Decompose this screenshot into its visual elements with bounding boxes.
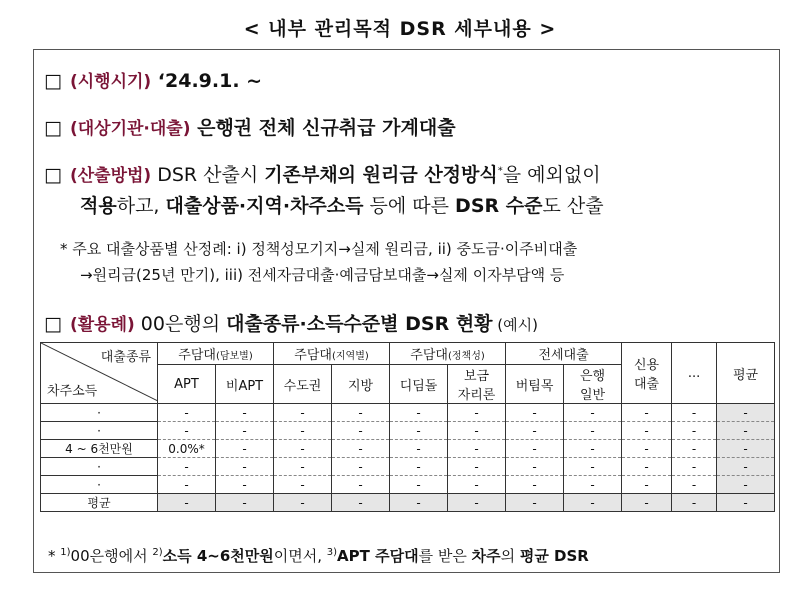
table-cell: - [672, 458, 717, 476]
sub-column-header: 보금 자리론 [448, 365, 506, 404]
table-cell: - [390, 404, 448, 422]
item-text-bold: 기존부채의 원리금 산정방식 [264, 164, 498, 186]
table-cell: - [564, 404, 622, 422]
table-row [41, 458, 775, 476]
table-cell: - [332, 422, 390, 440]
table-cell: - [448, 476, 506, 494]
table-cell: - [158, 422, 216, 440]
table-cell: - [622, 440, 672, 458]
table-cell: - [622, 422, 672, 440]
table-cell: - [274, 476, 332, 494]
table-cell: - [622, 476, 672, 494]
table-cell: - [274, 440, 332, 458]
row-label: 평균 [41, 494, 158, 512]
page-title: < 내부 관리목적 DSR 세부내용 > [243, 18, 557, 40]
table-row [41, 440, 775, 458]
table-cell: - [158, 494, 216, 512]
checkbox-icon: □ [44, 313, 62, 335]
table-cell: - [506, 404, 564, 422]
table-cell: - [672, 494, 717, 512]
item-method-line2 [80, 191, 604, 218]
table-cell: - [672, 440, 717, 458]
dsr-table [40, 342, 775, 512]
table-cell: - [274, 404, 332, 422]
row-label: · [41, 458, 158, 476]
checkbox-icon: □ [44, 164, 62, 186]
table-cell: - [672, 404, 717, 422]
table-cell: - [448, 422, 506, 440]
item-text: DSR 산출시 [151, 164, 265, 186]
average-row [41, 494, 775, 512]
row-label: · [41, 476, 158, 494]
table-cell: - [390, 476, 448, 494]
table-cell: - [448, 494, 506, 512]
note-line-2: →원리금(25년 만기), iii) 전세자금대출·예금담보대출→실제 이자부담액 등 [80, 266, 565, 284]
group-header: 주담대(담보별) [158, 343, 274, 365]
table-cell: - [448, 458, 506, 476]
sub-column-header: APT [158, 365, 216, 404]
table-cell: - [672, 422, 717, 440]
item-text: 은행권 전체 신규취급 가계대출 [190, 117, 456, 139]
ellipsis-header: ... [672, 343, 717, 404]
table-cell: - [332, 476, 390, 494]
table-cell: - [332, 458, 390, 476]
item-label: (시행시기) [69, 72, 152, 92]
table-cell: - [564, 422, 622, 440]
table-row [41, 404, 775, 422]
sub-column-header: 디딤돌 [390, 365, 448, 404]
table-cell: - [622, 404, 672, 422]
table-cell: - [216, 422, 274, 440]
item-method [44, 160, 601, 187]
table-cell: - [332, 404, 390, 422]
table-cell: - [622, 494, 672, 512]
table-cell: - [506, 458, 564, 476]
table-cell: - [332, 440, 390, 458]
average-column-header: 평균 [717, 343, 775, 404]
footnote: * $^{1)}$00은행에서 $^{2)}$소득 4~6천만원이면서, $^{3)}$APT 주담대를 받은 차주의 평균 DSR [48, 547, 589, 565]
sub-column-header: 비APT [216, 365, 274, 404]
table-cell: - [390, 494, 448, 512]
item-text-bold: 대출상품·지역·차주소득 [165, 195, 364, 217]
table-cell: - [216, 440, 274, 458]
table-cell: - [390, 440, 448, 458]
table-cell: - [158, 458, 216, 476]
table-cell: - [274, 422, 332, 440]
table-cell: - [564, 458, 622, 476]
table-cell: - [158, 476, 216, 494]
group-header: 전세대출 [506, 343, 622, 365]
checkbox-icon: □ [44, 117, 62, 139]
row-label: · [41, 422, 158, 440]
table-cell: - [506, 476, 564, 494]
table-cell: - [506, 440, 564, 458]
table-cell: - [622, 458, 672, 476]
table-cell: - [216, 404, 274, 422]
table-cell: 0.0%* [158, 440, 216, 458]
item-label: (산출방법) [69, 166, 152, 186]
item-text: 하고, [116, 195, 166, 217]
item-text-bold: 대출종류·소득수준별 DSR 현황 [226, 313, 493, 335]
table-cell: - [332, 494, 390, 512]
table-cell: - [564, 476, 622, 494]
table-row [41, 422, 775, 440]
table-cell: - [216, 476, 274, 494]
corner-top-label: 대출종류 [100, 350, 151, 365]
row-label: 4 ~ 6천만원 [41, 440, 158, 458]
item-target [44, 113, 456, 140]
item-effective-date [44, 67, 262, 92]
sub-column-header: 은행 일반 [564, 365, 622, 404]
credit-loan-header: 신용 대출 [622, 343, 672, 404]
sub-column-header: 수도권 [274, 365, 332, 404]
corner-header [41, 343, 158, 404]
group-header: 주담대(지역별) [274, 343, 390, 365]
table-cell: - [448, 440, 506, 458]
sub-column-header: 지방 [332, 365, 390, 404]
item-label: (대상기관·대출) [69, 119, 191, 139]
item-text: 00은행의 [134, 313, 227, 335]
table-cell: - [390, 422, 448, 440]
table-cell: - [717, 440, 775, 458]
item-label: (활용례) [69, 315, 135, 335]
row-label: · [41, 404, 158, 422]
item-usage [44, 309, 538, 336]
item-text: 을 예외없이 [502, 164, 601, 186]
table-cell: - [717, 404, 775, 422]
item-text-bold: 적용 [80, 195, 117, 217]
table-cell: - [274, 458, 332, 476]
footnote-mark: * [497, 165, 503, 177]
item-text: (예시) [492, 316, 538, 334]
table-row [41, 476, 775, 494]
table-cell: - [390, 458, 448, 476]
table-cell: - [448, 404, 506, 422]
table-cell: - [717, 458, 775, 476]
checkbox-icon: □ [44, 70, 62, 92]
table-cell: - [216, 494, 274, 512]
item-text-bold: DSR 수준 [455, 195, 543, 217]
sub-column-header: 버팀목 [506, 365, 564, 404]
group-header: 주담대(정책성) [390, 343, 506, 365]
table-cell: - [158, 404, 216, 422]
table-cell: - [717, 494, 775, 512]
table-cell: - [216, 458, 274, 476]
item-text: ‘24.9.1. ~ [151, 70, 263, 92]
corner-bottom-label: 차주소득 [47, 384, 98, 399]
table-cell: - [717, 422, 775, 440]
item-text: 도 산출 [542, 195, 604, 217]
table-cell: - [672, 476, 717, 494]
table-cell: - [564, 494, 622, 512]
item-text: 등에 따른 [363, 195, 456, 217]
table-cell: - [506, 422, 564, 440]
table-cell: - [717, 476, 775, 494]
table-cell: - [564, 440, 622, 458]
table-cell: - [506, 494, 564, 512]
note-line-1: * 주요 대출상품별 산정례: i) 정책성모기지→실제 원리금, ii) 중도금·이주비대출 [60, 240, 578, 258]
table-cell: - [274, 494, 332, 512]
